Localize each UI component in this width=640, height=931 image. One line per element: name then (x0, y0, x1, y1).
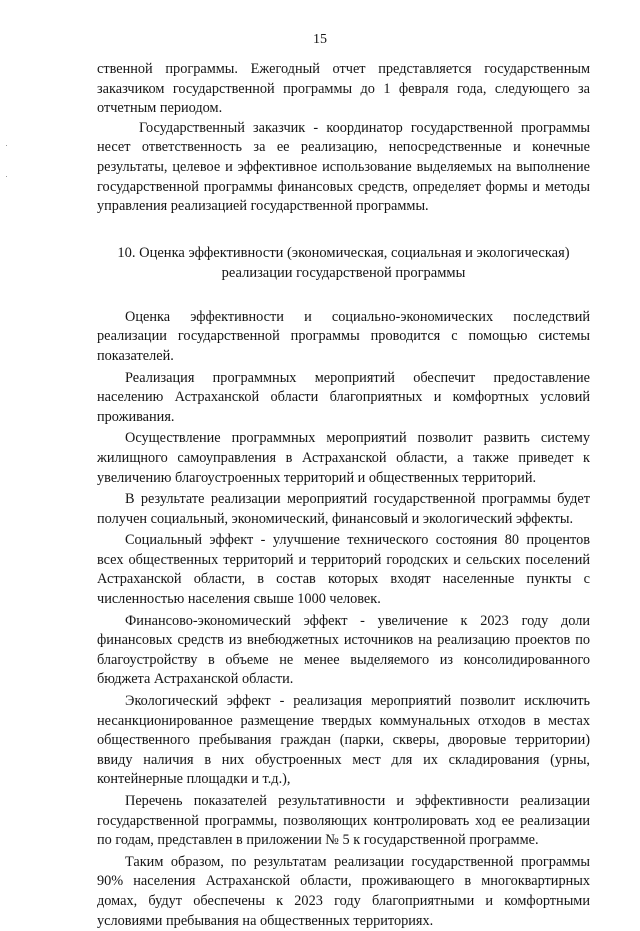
paragraph-indicators: Перечень показателей результативности и эффективности реализации государственной программы, позволяющих контролировать ход ее реализации по годам, представлен в приложении № 5 к государственной программе. (97, 793, 590, 849)
paragraph-evaluation: Оценка эффективности и социально-экономических последствий реализации государственной программы проводится с помощью системы показателей. (97, 308, 590, 364)
page-number: 15 (313, 32, 327, 47)
paragraph-continuation: ственной программы. Ежегодный отчет представляется государственным заказчиком государственной программы до 1 февраля года, следующего за отчетным периодом. (97, 61, 590, 117)
paragraph-ecological-effect: Экологический эффект - реализация мероприятий позволит исключить несанкционированное размещение твердых коммунальных отходов в местах общественного пребывания граждан (парки, скверы, дворовые территории) ввиду наличия в них обустроенных мест для их складирования (урны, контейнерные площадки и т.д.), (97, 693, 590, 788)
margin-marks (6, 145, 12, 177)
paragraph-financial-effect: Финансово-экономический эффект - увеличение к 2023 году доли финансовых средств из внебюджетных источников на реализацию проектов по благоустройству в объеме не менее выделяемого из консолидированного бюджета Астраханской области. (97, 612, 590, 688)
section-heading-line1: 10. Оценка эффективности (экономическая, социальная и экологическая) (117, 244, 570, 261)
paragraph-self-government: Осуществление программных мероприятий позволит развить систему жилищного самоуправления в Астраханской области, а также приведет к увеличению благоустроенных территорий и общественных территорий. (97, 430, 590, 486)
document-body (97, 60, 590, 931)
section-heading-line2: реализации государственой программы (221, 264, 466, 281)
paragraph-implementation: Реализация программных мероприятий обеспечит предоставление населению Астраханской области благоприятных и комфортных условий проживания. (97, 369, 590, 425)
section-heading (97, 243, 590, 283)
paragraph-effects: В результате реализации мероприятий государственной программы будет получен социальный, экономический, финансовый и экологический эффекты. (97, 491, 590, 527)
paragraph-customer-responsibility: Государственный заказчик - координатор государственной программы несет ответственность за ее реализацию, непосредственные и конечные результаты, целевое и эффективное использование выделяемых на выполнение государственной программы финансовых средств, определяет формы и методы управления реализацией государственной программы. (97, 119, 590, 215)
paragraph-conclusion: Таким образом, по результатам реализации государственной программы 90% населения Астраханской области, проживающего в многоквартирных домах, будут обеспечены к 2023 году благоприятными и комфортными условиями пребывания на общественных территориях. (97, 853, 590, 929)
paragraph-social-effect: Социальный эффект - улучшение технического состояния 80 процентов всех общественных территорий и территорий городских и сельских поселений Астраханской области, в состав которых входят населенные пункты с численностью населения свыше 1000 человек. (97, 532, 590, 608)
